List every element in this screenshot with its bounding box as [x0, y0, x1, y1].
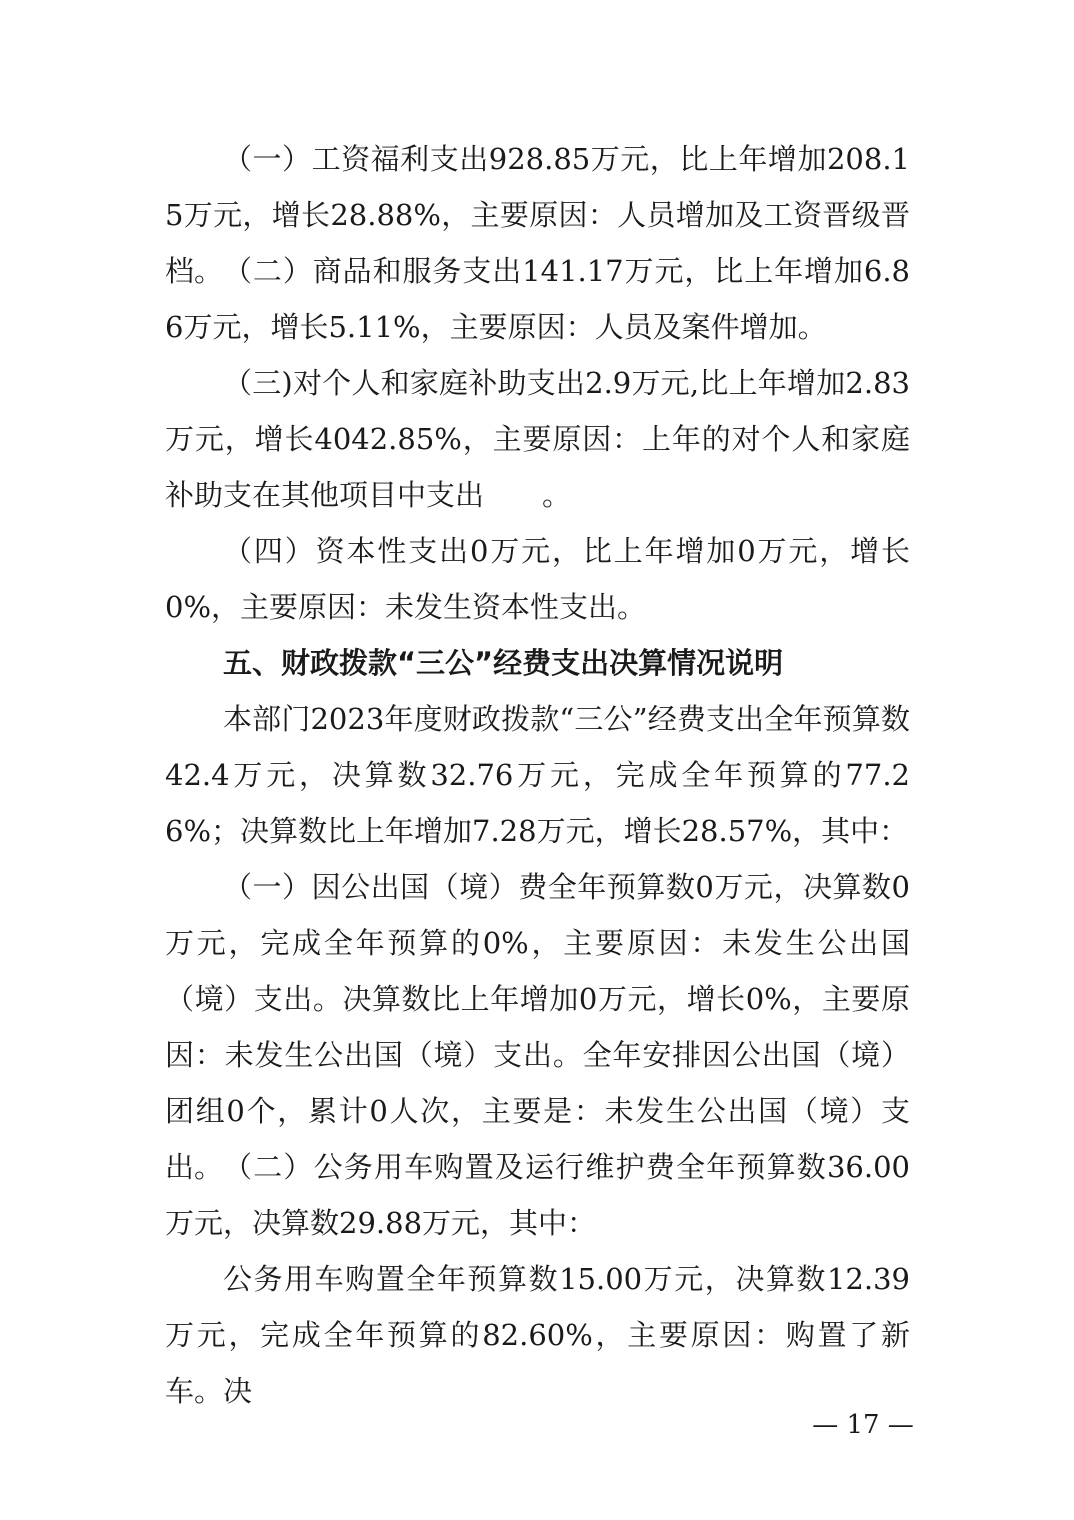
paragraph-vehicle-expenses: （二）公务用车购置及运行维护费全年预算数36.00万元，决算数29.88万元，其中：: [165, 1150, 910, 1240]
paragraph-overseas-travel: （一）因公出国（境）费全年预算数0万元，决算数0万元，完成全年预算的0%，主要原因：未发生公出国（境）支出。决算数比上年增加0万元，增长0%，主要原因：未发生公出国（境）支出。全年安排因公出国（境）团组0个，累计0人次，主要是：未发生公出国（境）支出。: [165, 870, 910, 1184]
paragraph-three-public-summary: 本部门2023年度财政拨款“三公”经费支出全年预算数42.4万元，决算数32.76万元，完成全年预算的77.26%；决算数比上年增加7.28万元，增长28.57%，其中：: [165, 702, 910, 848]
paragraph-household-subsidy: （三)对个人和家庭补助支出2.9万元,比上年增加2.83万元，增长4042.85%，主要原因：上年的对个人和家庭补助支在其他项目中支出 。: [165, 366, 910, 512]
paragraph-wage-welfare: （一）工资福利支出928.85万元，比上年增加208.15万元，增长28.88%，主要原因：人员增加及工资晋级晋档。: [165, 142, 910, 288]
paragraph-vehicle-purchase: 公务用车购置全年预算数15.00万元，决算数12.39万元，完成全年预算的82.60%，主要原因：购置了新车。决: [165, 1262, 910, 1408]
paragraph-capital-expenditure: （四）资本性支出0万元，比上年增加0万元，增长0%，主要原因：未发生资本性支出。: [165, 534, 910, 624]
page-number: — 17 —: [812, 1410, 914, 1440]
section-heading: 五、财政拨款“三公”经费支出决算情况说明: [223, 646, 784, 680]
paragraph-goods-services: （二）商品和服务支出141.17万元，比上年增加6.86万元，增长5.11%，主要原因：人员及案件增加。: [165, 254, 910, 344]
